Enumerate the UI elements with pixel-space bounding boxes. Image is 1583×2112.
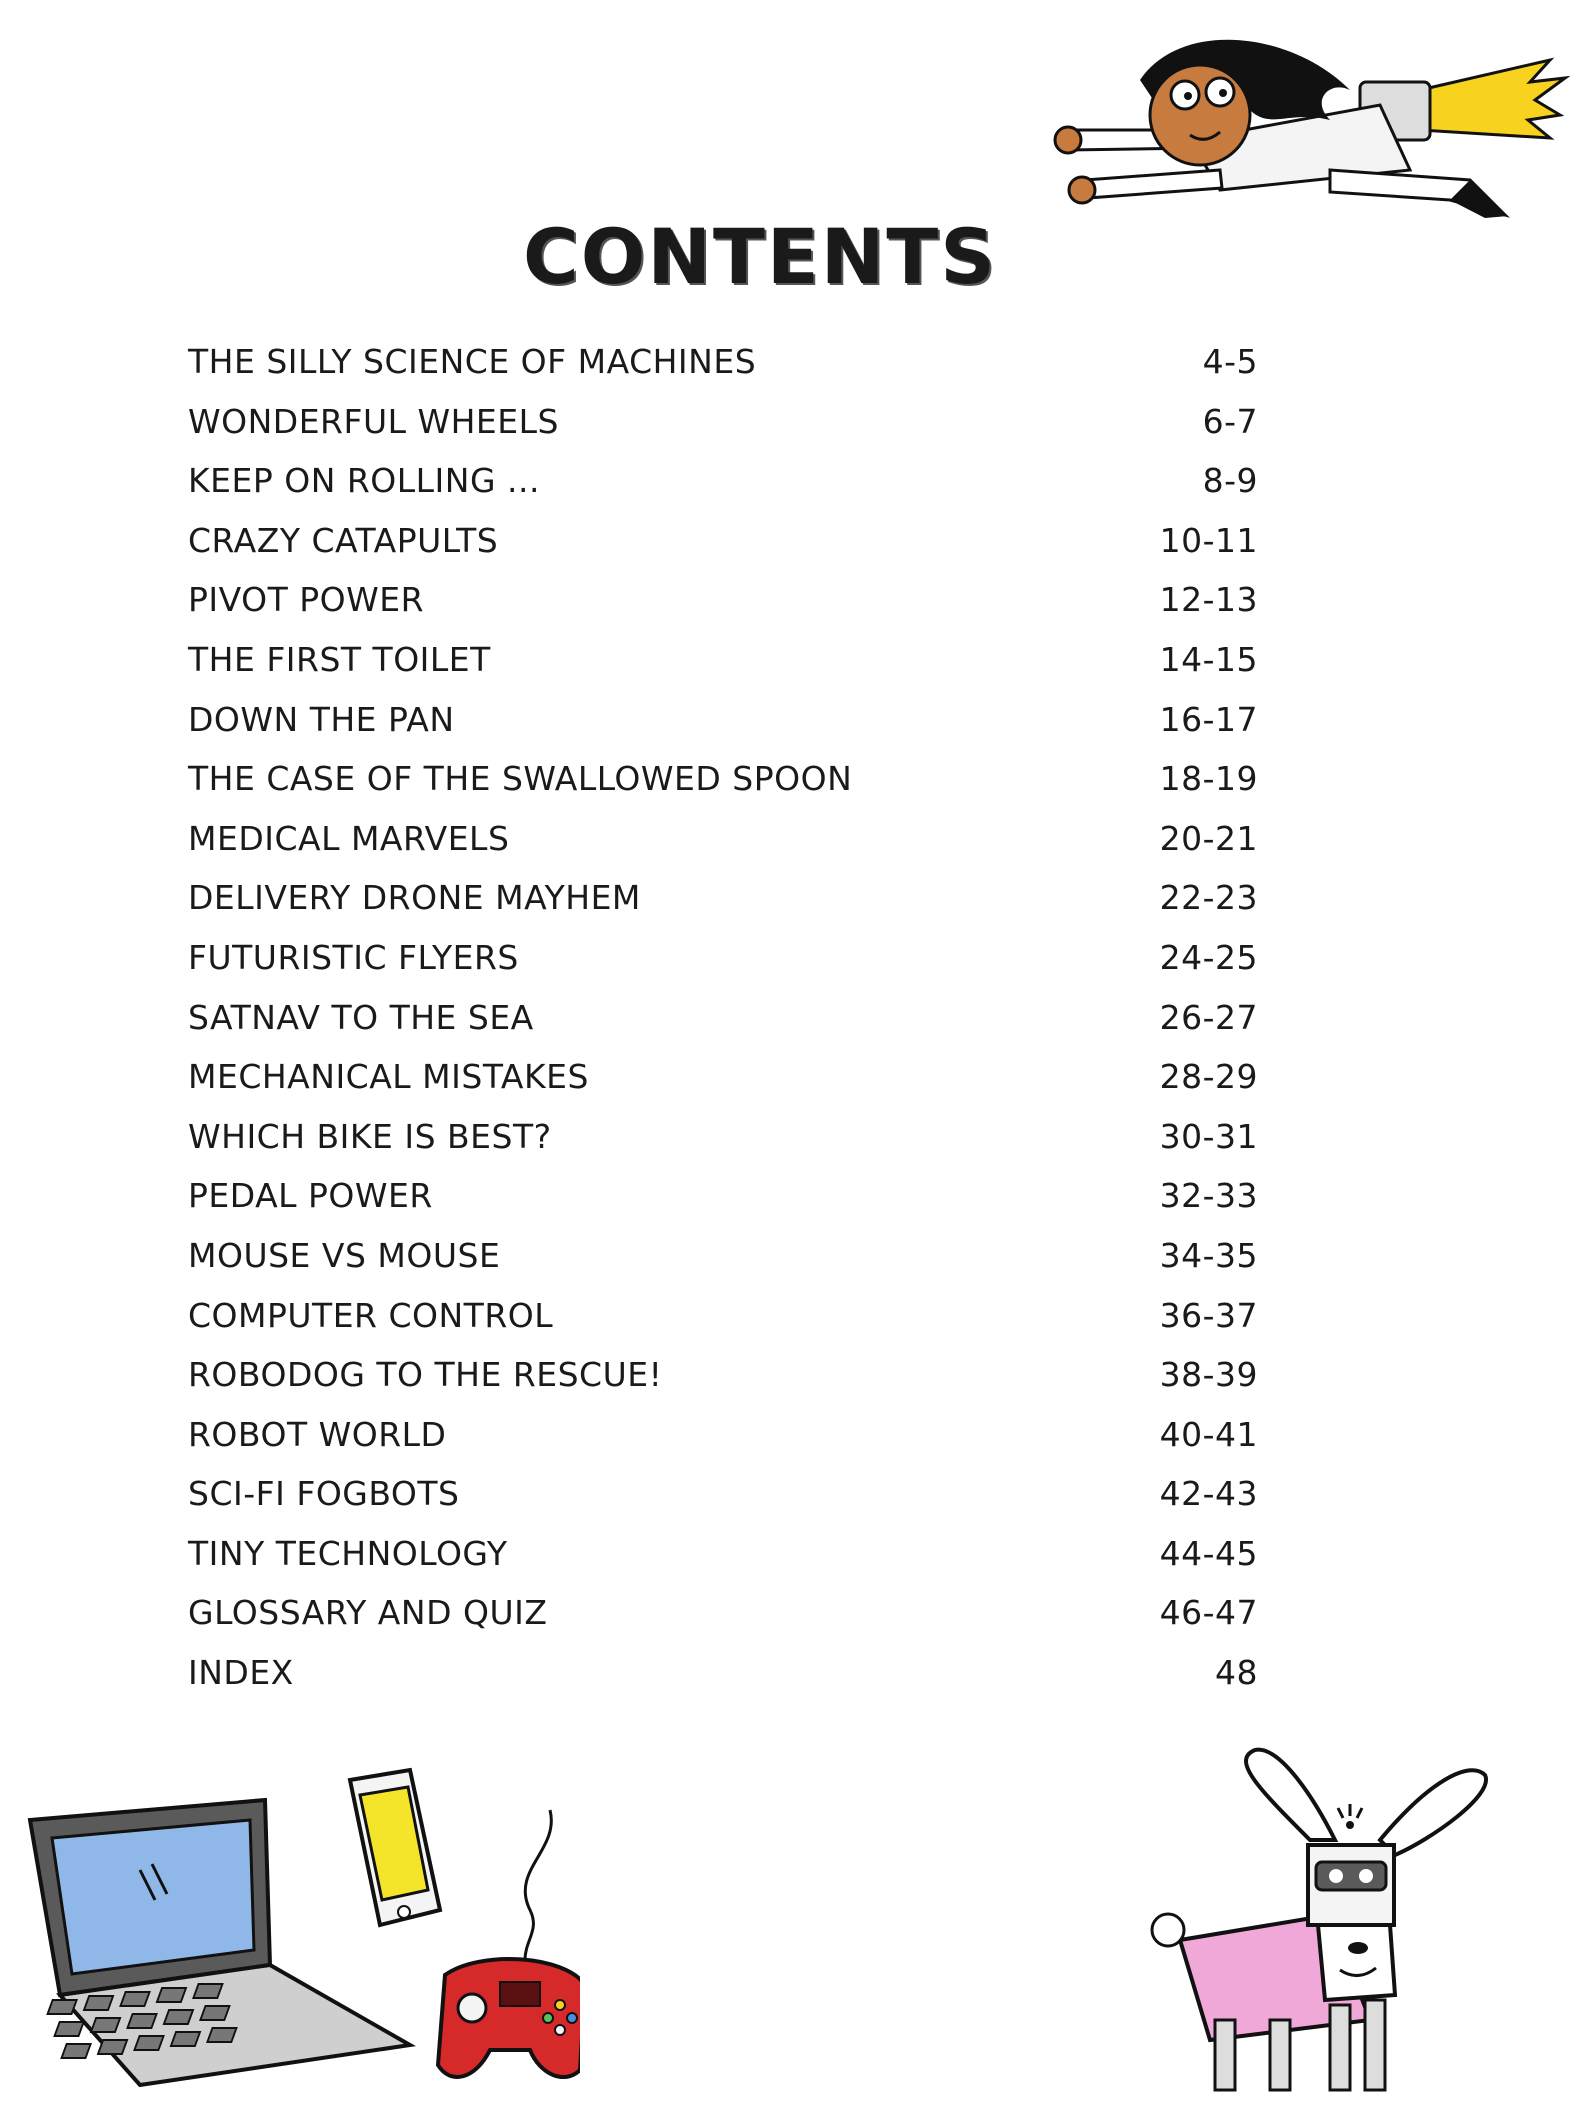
- toc-row[interactable]: [188, 813, 1258, 873]
- toc-entry-title: THE SILLY SCIENCE OF MACHINES: [188, 342, 757, 381]
- toc-entry-title: THE FIRST TOILET: [188, 639, 491, 679]
- toc-row[interactable]: [188, 1349, 1258, 1409]
- toc-entry-title: CRAZY CATAPULTS: [188, 520, 499, 560]
- phone-icon: [350, 1770, 440, 1925]
- toc-entry-pages: 46-47: [1159, 1593, 1258, 1633]
- toc-entry-title: WHICH BIKE IS BEST?: [188, 1116, 552, 1156]
- toc-entry-pages: 48: [1215, 1653, 1258, 1693]
- toc-row[interactable]: [188, 753, 1258, 813]
- toc-row[interactable]: [188, 634, 1258, 694]
- toc-entry-title: MECHANICAL MISTAKES: [188, 1057, 589, 1097]
- page-title: CONTENTS: [523, 212, 997, 301]
- toc-entry-title: DELIVERY DRONE MAYHEM: [188, 878, 641, 918]
- toc-entry-title: KEEP ON ROLLING ...: [188, 461, 541, 501]
- toc-entry-title: MOUSE VS MOUSE: [188, 1235, 501, 1275]
- toc-entry-title: SCI-FI FOGBOTS: [188, 1474, 460, 1514]
- toc-entry-pages: 24-25: [1159, 937, 1258, 977]
- toc-row[interactable]: [188, 1528, 1258, 1588]
- toc-row[interactable]: [188, 1647, 1258, 1707]
- toc-row[interactable]: [188, 336, 1258, 396]
- toc-entry-title: COMPUTER CONTROL: [188, 1295, 554, 1335]
- toc-row[interactable]: [188, 1230, 1258, 1290]
- toc-row[interactable]: [188, 515, 1258, 575]
- gamepad-icon: [438, 1810, 580, 2077]
- toc-entry-pages: 32-33: [1159, 1176, 1258, 1216]
- toc-entry-title: INDEX: [188, 1653, 294, 1693]
- toc-row[interactable]: [188, 992, 1258, 1052]
- toc-row[interactable]: [188, 1468, 1258, 1528]
- toc-row[interactable]: [188, 1587, 1258, 1647]
- toc-entry-title: TINY TECHNOLOGY: [188, 1533, 508, 1573]
- toc-entry-pages: 8-9: [1202, 461, 1258, 501]
- toc-entry-title: GLOSSARY AND QUIZ: [188, 1593, 548, 1633]
- robot-rabbit-illustration: [1140, 1730, 1560, 2100]
- toc-row[interactable]: [188, 1051, 1258, 1111]
- toc-entry-title: ROBOT WORLD: [188, 1414, 447, 1454]
- toc-entry-pages: 20-21: [1159, 818, 1258, 858]
- toc-entry-pages: 38-39: [1159, 1355, 1258, 1395]
- toc-entry-pages: 6-7: [1202, 401, 1258, 441]
- toc-row[interactable]: [188, 1290, 1258, 1350]
- toc-entry-pages: 4-5: [1202, 342, 1258, 381]
- toc-entry-pages: 12-13: [1159, 580, 1258, 620]
- toc-entry-pages: 34-35: [1159, 1235, 1258, 1275]
- toc-row[interactable]: [188, 932, 1258, 992]
- toc-entry-title: ROBODOG TO THE RESCUE!: [188, 1355, 663, 1395]
- toc-row[interactable]: [188, 872, 1258, 932]
- toc-entry-title: WONDERFUL WHEELS: [188, 401, 559, 441]
- table-of-contents: [188, 336, 1258, 1707]
- toc-entry-pages: 18-19: [1159, 759, 1258, 799]
- toc-row[interactable]: [188, 694, 1258, 754]
- toc-entry-title: PEDAL POWER: [188, 1176, 433, 1216]
- toc-entry-pages: 26-27: [1159, 997, 1258, 1037]
- toc-row[interactable]: [188, 1409, 1258, 1469]
- toc-entry-title: PIVOT POWER: [188, 580, 425, 620]
- toc-row[interactable]: [188, 574, 1258, 634]
- toc-row[interactable]: [188, 1111, 1258, 1171]
- toc-entry-pages: 22-23: [1159, 878, 1258, 918]
- toc-row[interactable]: [188, 396, 1258, 456]
- flying-scientist-illustration: [1030, 20, 1570, 230]
- toc-entry-pages: 36-37: [1159, 1295, 1258, 1335]
- toc-entry-pages: 42-43: [1159, 1474, 1258, 1514]
- toc-row[interactable]: [188, 1170, 1258, 1230]
- toc-entry-title: DOWN THE PAN: [188, 699, 455, 739]
- toc-entry-pages: 10-11: [1159, 520, 1258, 560]
- toc-entry-title: SATNAV TO THE SEA: [188, 997, 534, 1037]
- toc-entry-title: THE CASE OF THE SWALLOWED SPOON: [188, 759, 853, 799]
- toc-entry-pages: 40-41: [1159, 1414, 1258, 1454]
- toc-entry-pages: 44-45: [1159, 1533, 1258, 1573]
- toc-entry-title: FUTURISTIC FLYERS: [188, 937, 519, 977]
- toc-entry-pages: 30-31: [1159, 1116, 1258, 1156]
- toc-row[interactable]: [188, 455, 1258, 515]
- toc-entry-title: MEDICAL MARVELS: [188, 818, 510, 858]
- laptop-phone-gamepad-illustration: [20, 1760, 580, 2090]
- toc-entry-pages: 28-29: [1159, 1057, 1258, 1097]
- toc-entry-pages: 16-17: [1159, 699, 1258, 739]
- laptop-icon: [30, 1800, 410, 2085]
- toc-entry-pages: 14-15: [1159, 639, 1258, 679]
